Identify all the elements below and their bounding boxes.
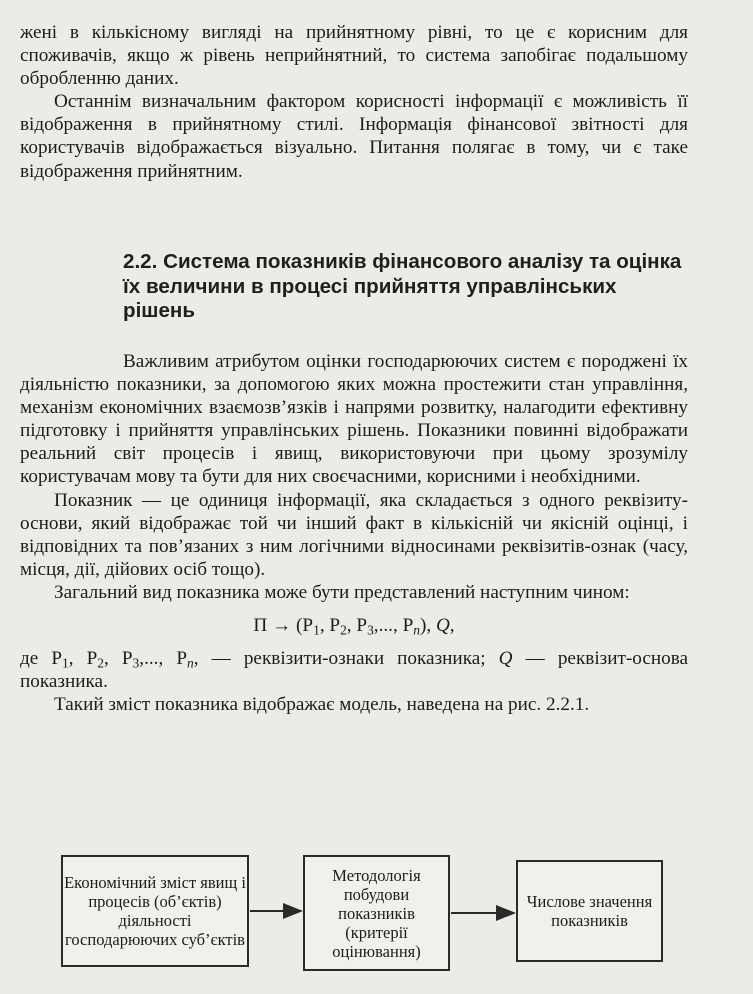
diagram-box-methodology: Методологія побудови показників (критерії оцінювання) — [303, 855, 450, 971]
paragraph: Загальний вид показника може бути представлений наступним чином: — [54, 581, 630, 603]
section-heading: 2.2. Система показників фінансового аналізу та оцінка їх величини в процесі прийняття управлінських рішень — [123, 250, 682, 322]
paragraph-continuation: жені в кількісному вигляді на прийнятному рівні, то це є корисним для споживачів, якщо ж рівень неприйнятний, то система запобігає подальшому обробленню даних. — [20, 22, 688, 90]
paragraph: Такий зміст показника відображає модель, наведена на рис. 2.2.1. — [54, 694, 590, 716]
formula-explanation: де $Р_1$, $Р_2$, $Р_3$,..., $Р_n$, — реквізити-ознаки показника; Q — реквізит-основа показника. — [20, 648, 689, 693]
paragraph: Останнім визначальним фактором корисності інформації є можливість її відображення в прийнятному стилі. Інформація фінансової звітності для користувачів відображається візуально. Питання полягає в тому, чи є таке відображення прийнятним. — [20, 91, 688, 182]
formula: $П \to (Р_1$, $Р_2$, $Р_3$,..., $Р_n$), Q, — [253, 615, 455, 638]
top-text-block — [20, 21, 688, 183]
paragraph: Важливим атрибутом оцінки господарюючих систем є породжені їх діяльністю показники, за допомогою яких можна простежити стан управління, механізм економічних взаємозв’язків і напрями розвитку, налагодити ефективну підготовку і прийняття управлінських рішень. Показники повинні відображати реальний світ процесів і явищ, використовуючи при цьому зрозумілу користувачам мову та бути для них своєчасними, корисними і необхідними. — [20, 351, 688, 488]
main-text-block — [20, 350, 688, 716]
diagram-box-numeric-value: Числове значення показників — [516, 860, 663, 962]
paragraph: Показник — це одиниця інформації, яка складається з одного реквізиту-основи, який відображає той чи інший факт в кількісній чи якісній оцінці, і відповідних та пов’язаних з ним логічними відносинами реквізитів-ознак (часу, місця, дії, дійових осіб тощо). — [20, 489, 688, 580]
diagram-box-economic-content: Економічний зміст явищ і процесів (об’єктів) діяльності господарюючих суб’єктів — [61, 855, 249, 967]
